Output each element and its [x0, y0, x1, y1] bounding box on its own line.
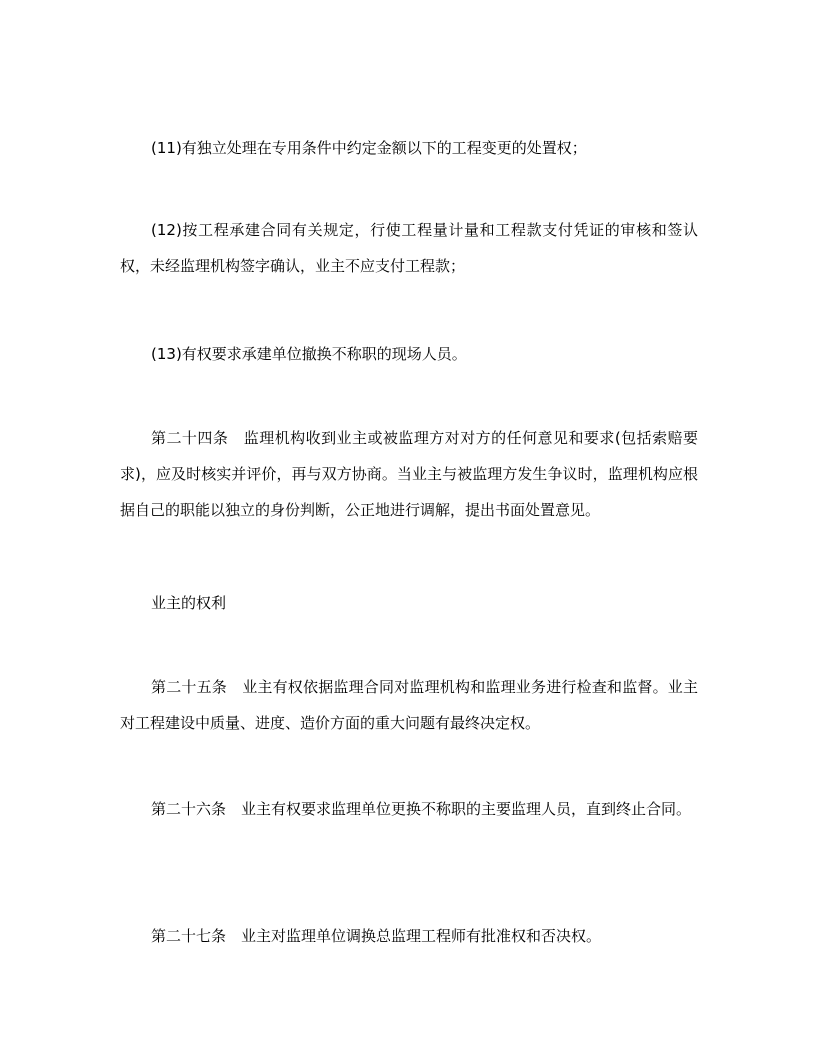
paragraph-article-27: 第二十七条 业主对监理单位调换总监理工程师有批准权和否决权。 — [151, 927, 602, 945]
paragraph-article-24: 第二十四条 监理机构收到业主或被监理方对对方的任何意见和要求(包括索赔要求)，应及时核实并评价，再与双方协商。当业主与被监理方发生争议时，监理机构应根据自己的职能以独立的身份判断，公正地进行调解，提出书面处置意见。 — [120, 429, 698, 519]
paragraph-item-11: (11)有独立处理在专用条件中约定金额以下的工程变更的处置权； — [151, 139, 587, 157]
paragraph-article-26: 第二十六条 业主有权要求监理单位更换不称职的主要监理人员，直到终止合同。 — [151, 800, 692, 818]
paragraph-article-25: 第二十五条 业主有权依据监理合同对监理机构和监理业务进行检查和监督。业主对工程建设中质量、进度、造价方面的重大问题有最终决定权。 — [120, 678, 698, 732]
paragraph-item-12: (12)按工程承建合同有关规定，行使工程量计量和工程款支付凭证的审核和签认权，未经监理机构签字确认，业主不应支付工程款； — [120, 221, 698, 275]
section-heading-owner-rights: 业主的权利 — [151, 594, 227, 612]
paragraph-item-13: (13)有权要求承建单位撤换不称职的现场人员。 — [151, 345, 467, 363]
